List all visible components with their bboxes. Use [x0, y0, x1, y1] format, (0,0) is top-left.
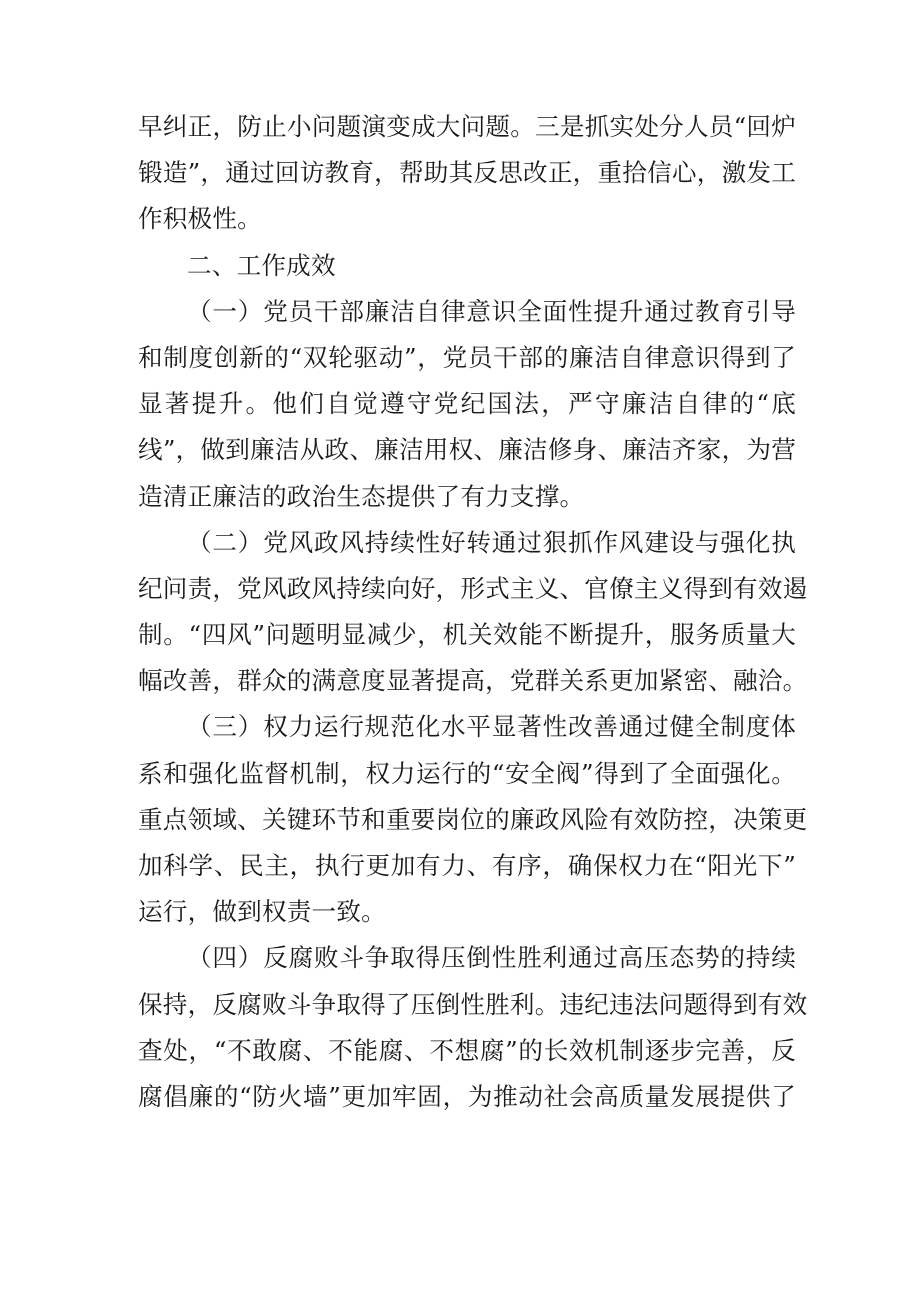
text-line: 幅改善，群众的满意度显著提高，党群关系更加紧密、融洽。: [138, 666, 808, 696]
document-body: [138, 104, 808, 1120]
text-line: （三）权力运行规范化水平显著性改善通过健全制度体: [187, 712, 796, 742]
text-line: 造清正廉洁的政治生态提供了有力支撑。: [138, 481, 585, 511]
paragraph: [138, 289, 796, 520]
section-heading: [138, 243, 796, 289]
paragraph: [138, 104, 796, 243]
text-line: 腐倡廉的“防火墙”更加牢固，为推动社会高质量发展提供了: [138, 1081, 796, 1111]
text-line: 作积极性。: [138, 204, 262, 234]
text-line: 制。“四风”问题明显减少，机关效能不断提升，服务质量大: [138, 620, 796, 650]
text-line: （二）党风政风持续性好转通过狠抓作风建设与强化执: [187, 527, 796, 557]
text-line: （四）反腐败斗争取得压倒性胜利通过高压态势的持续: [187, 943, 796, 973]
text-line: 线”，做到廉洁从政、廉洁用权、廉洁修身、廉洁齐家，为营: [138, 435, 796, 465]
text-line: 保持，反腐败斗争取得了压倒性胜利。违纪违法问题得到有效: [138, 989, 808, 1019]
paragraph: [138, 704, 808, 935]
text-line: 加科学、民主，执行更加有力、有序，确保权力在“阳光下”: [138, 851, 796, 880]
text-line: （一）党员干部廉洁自律意识全面性提升通过教育引导: [187, 296, 796, 326]
paragraph: [138, 520, 808, 705]
text-line: 早纠正，防止小问题演变成大问题。三是抓实处分人员“回炉: [138, 112, 796, 141]
text-line: 查处，“不敢腐、不能腐、不想腐”的长效机制逐步完善，反: [138, 1035, 796, 1065]
text-line: 系和强化监督机制，权力运行的“安全阀”得到了全面强化。: [138, 758, 796, 788]
text-line: 二、工作成效: [187, 250, 336, 280]
text-line: 和制度创新的“双轮驱动”，党员干部的廉洁自律意识得到了: [138, 342, 796, 372]
text-line: 显著提升。他们自觉遵守党纪国法，严守廉洁自律的“底: [138, 389, 796, 419]
text-line: 重点领域、关键环节和重要岗位的廉政风险有效防控，决策更: [138, 804, 808, 834]
text-line: 纪问责，党风政风持续向好，形式主义、官僚主义得到有效遏: [138, 573, 808, 603]
text-line: 运行，做到权责一致。: [138, 897, 386, 927]
paragraph: [138, 935, 808, 1120]
text-line: 锻造”，通过回访教育，帮助其反思改正，重拾信心，激发工: [138, 158, 796, 188]
